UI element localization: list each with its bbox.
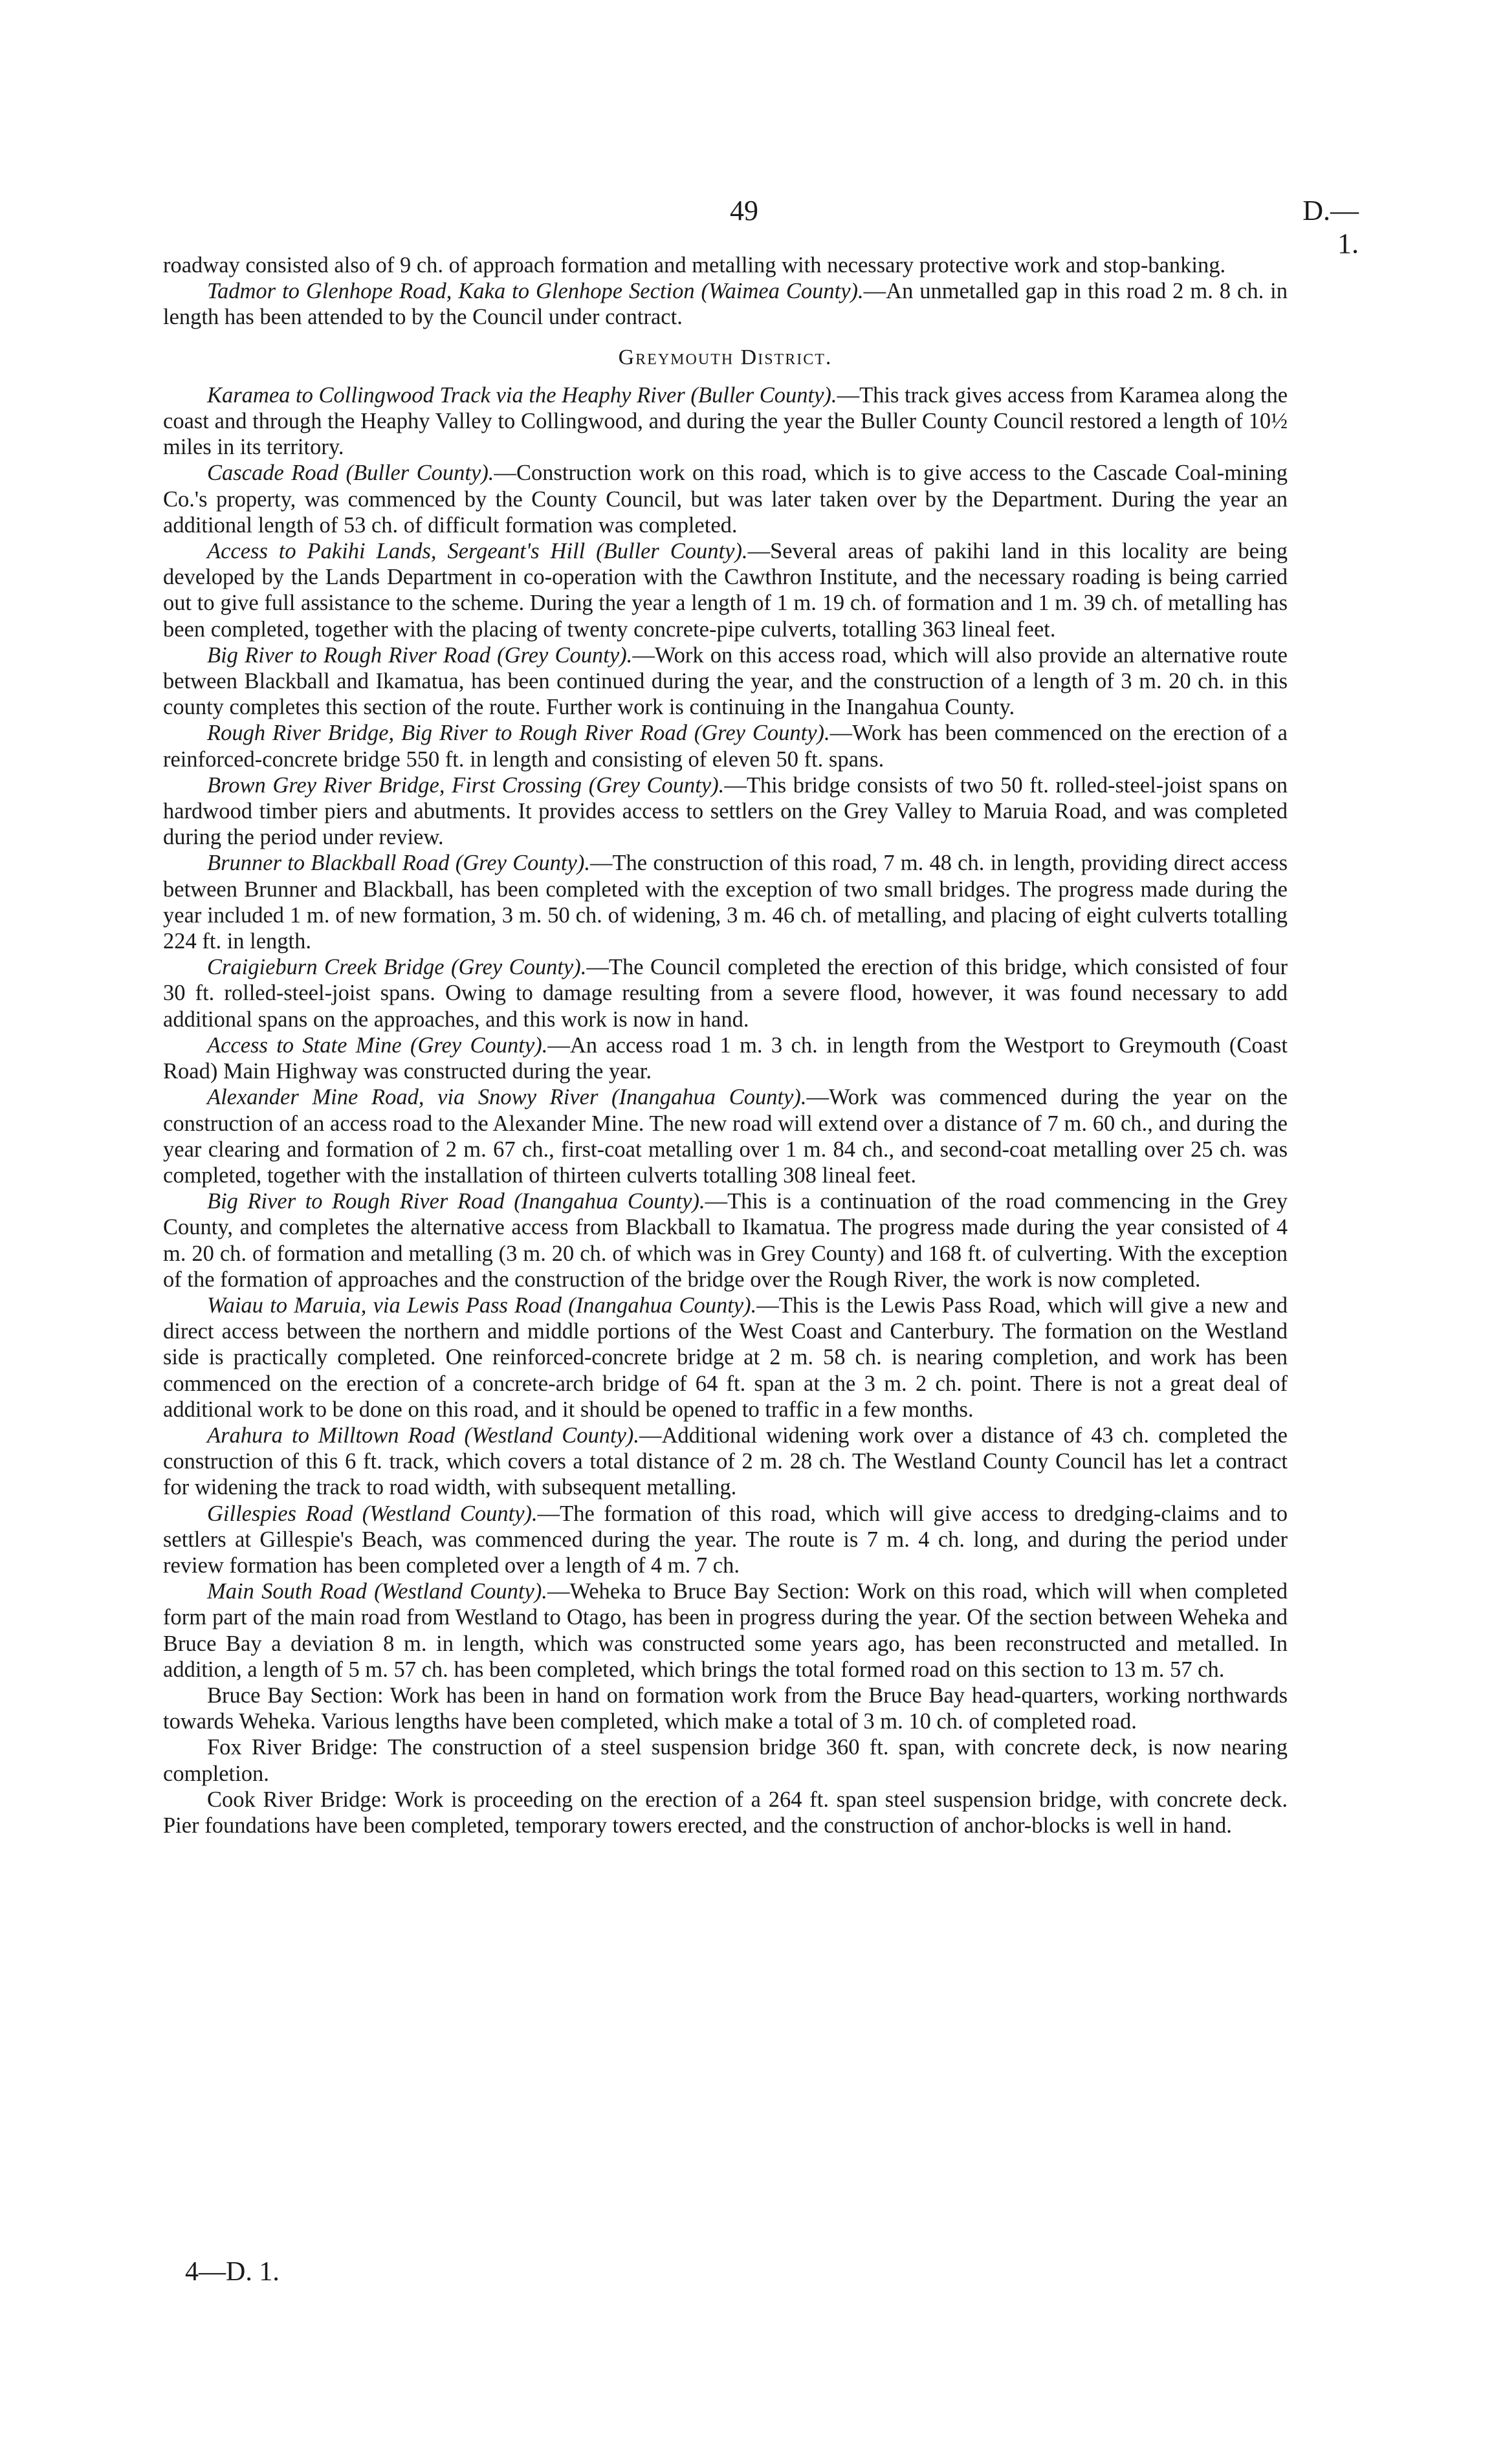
paragraph-tadmor [163,278,1288,330]
paragraph-karamea [163,382,1288,461]
paragraph-title: Rough River Bridge, Big River to Rough River Road (Grey County). [207,721,830,746]
paragraph-text: —Work on this access road, which will also provide an alternative route between Blackball and Ikamatua, has been continued during the year, and the construction of a length of 3 m. 20 ch. in this county completes this section of the route. Further work is continuing in the Inangahua County. [163,642,1288,720]
paragraph-text: roadway consisted also of 9 ch. of approach formation and metalling with necessary protective work and stop-banking. [163,253,1226,278]
district-heading: Greymouth District. [618,345,833,369]
paragraph-text: —An access road 1 m. 3 ch. in length from the Westport to Greymouth (Coast Road) Main Highway was constructed during the year. [163,1032,1288,1084]
paragraph-arahura [163,1423,1288,1501]
paragraph-brown-grey-bridge [163,772,1288,851]
paragraph-text: —Several areas of pakihi land in this locality are being developed by the Lands Department in co-operation with the Cawthron Institute, and the necessary roading is being carried out to give full assistance to the scheme. During the year a length of 1 m. 19 ch. of formation and 1 m. 39 ch. of metalling has been completed, together with the placing of twenty concrete-pipe culverts, totalling 363 lineal feet. [163,539,1288,642]
paragraph-title: Arahura to Milltown Road (Westland County). [207,1423,640,1448]
continued-paragraph [163,252,1288,278]
paragraph-alexander-mine [163,1084,1288,1188]
paragraph-main-south-road [163,1578,1288,1683]
paragraph-text: —Work has been commenced on the erection of a reinforced-concrete bridge 550 ft. in length and consisting of eleven 50 ft. spans. [163,721,1288,772]
paragraph-title: Access to Pakihi Lands, Sergeant's Hill (Buller County). [207,539,748,564]
paragraph-text: —An unmetalled gap in this road 2 m. 8 ch. in length has been attended to by the Council under contract. [163,279,1288,330]
paragraph-gillespies [163,1501,1288,1579]
paragraph-title: Big River to Rough River Road (Grey County). [207,642,633,668]
paragraph-text: —This track gives access from Karamea along the coast and through the Heaphy Valley to Collingwood, and during the year the Buller County Council restored a length of 10½ miles in its territory. [163,382,1288,460]
paragraph-bruce-bay [163,1683,1288,1734]
paragraph-text: —This bridge consists of two 50 ft. rolled-steel-joist spans on hardwood timber piers and abutments. It provides access to settlers on the Grey Valley to Maruia Road, and was completed during the period under review. [163,772,1288,850]
paragraph-title: Gillespies Road (Westland County). [207,1501,538,1526]
paragraph-title: Access to State Mine (Grey County). [207,1032,548,1058]
paragraph-text: Fox River Bridge: The construction of a steel suspension bridge 360 ft. span, with concrete deck, is now nearing completion. [163,1735,1288,1786]
paragraph-cascade [163,460,1288,538]
paragraph-title: Karamea to Collingwood Track via the Heaphy River (Buller County). [207,382,837,408]
paragraph-big-river-grey [163,642,1288,721]
paragraph-text: —Construction work on this road, which is to give access to the Cascade Coal-mining Co.'s property, was commenced by the County Council, but was later taken over by the Department. During the year an additional length of 53 ch. of difficult formation was completed. [163,461,1288,538]
paragraph-rough-river-bridge [163,720,1288,772]
paragraph-title: Alexander Mine Road, via Snowy River (Inangahua County). [207,1085,807,1110]
paragraph-title: Tadmor to Glenhope Road, Kaka to Glenhope Section (Waimea County). [207,279,864,304]
paragraph-title: Main South Road (Westland County). [207,1579,547,1604]
paragraph-craigieburn [163,954,1288,1032]
paragraph-text: —Work was commenced during the year on the construction of an access road to the Alexander Mine. The new road will extend over a distance of 7 m. 60 ch., and during the year clearing and formation of 2 m. 67 ch., first-coat metalling over 1 m. 84 ch., and second-coat metalling over 25 ch. was completed, together with the installation of thirteen culverts totalling 308 lineal feet. [163,1085,1288,1188]
paragraph-text: —Additional widening work over a distance of 43 ch. completed the construction of this 6 ft. track, which covers a total distance of 2 m. 28 ch. The Westland County Council has let a contract for widening the track to road width, with subsequent metalling. [163,1423,1288,1500]
document-reference: D.—1. [1302,195,1359,259]
paragraph-state-mine [163,1032,1288,1084]
paragraph-text: —The formation of this road, which will give access to dredging-claims and to settlers at Gillespie's Beach, was commenced during the year. The route is 7 m. 4 ch. long, and during the period under review formation has been completed over a length of 4 m. 7 ch. [163,1501,1288,1578]
paragraph-title: Brunner to Blackball Road (Grey County). [207,851,590,876]
paragraph-text: —This is a continuation of the road commencing in the Grey County, and completes the alternative access from Blackball to Ikamatua. The progress made during the year consisted of 4 m. 20 ch. of formation and metalling (3 m. 20 ch. of which was in Grey County) and 168 ft. of culverting. With the exception of the formation of approaches and the construction of the bridge over the Rough River, the work is now completed. [163,1189,1288,1292]
paragraph-text: —The construction of this road, 7 m. 48 ch. in length, providing direct access between Brunner and Blackball, has been completed with the exception of two small bridges. The progress made during the year included 1 m. of new formation, 3 m. 50 ch. of widening, 3 m. 46 ch. of metalling, and placing of eight culverts totalling 224 ft. in length. [163,851,1288,954]
paragraph-text: —The Council completed the erection of this bridge, which consisted of four 30 ft. rolled-steel-joist spans. Owing to damage resulting from a severe flood, however, it was found necessary to add additional spans on the approaches, and this work is now in hand. [163,955,1288,1032]
paragraph-text: —Weheka to Bruce Bay Section: Work on this road, which will when completed form part of the main road from Westland to Otago, has been in progress during the year. Of the section between Weheka and Bruce Bay a deviation 8 m. in length, which was constructed some years ago, has been reconstructed and metalled. In addition, a length of 5 m. 57 ch. has been completed, which brings the total formed road on this section to 13 m. 57 ch. [163,1579,1288,1682]
document-body [163,252,1288,1838]
page-number: 49 [730,195,758,226]
paragraph-big-river-inangahua [163,1188,1288,1292]
paragraph-title: Waiau to Maruia, via Lewis Pass Road (Inangahua County). [207,1292,757,1318]
paragraph-cook-river [163,1787,1288,1838]
paragraph-title: Cascade Road (Buller County). [207,461,494,486]
paragraph-brunner-blackball [163,850,1288,954]
paragraph-pakihi [163,538,1288,642]
paragraph-text: —This is the Lewis Pass Road, which will give a new and direct access between the northern and middle portions of the West Coast and Canterbury. The formation on the Westland side is practically completed. One reinforced-concrete bridge at 2 m. 58 ch. is nearing completion, and work has been commenced on the erection of a concrete-arch bridge of 64 ft. span at the 3 m. 2 ch. point. There is not a great deal of additional work to be done on this road, and it should be opened to traffic in a few months. [163,1292,1288,1422]
signature-mark: 4—D. 1. [185,2257,280,2287]
paragraph-text: Cook River Bridge: Work is proceeding on the erection of a 264 ft. span steel suspension bridge, with concrete deck. Pier foundations have been completed, temporary towers erected, and the construction of anchor-blocks is well in hand. [163,1787,1288,1838]
paragraph-fox-river [163,1734,1288,1786]
paragraph-title: Craigieburn Creek Bridge (Grey County). [207,955,587,980]
paragraph-text: Bruce Bay Section: Work has been in hand on formation work from the Bruce Bay head-quarters, working northwards towards Weheka. Various lengths have been completed, which make a total of 3 m. 10 ch. of completed road. [163,1683,1288,1734]
paragraph-title: Big River to Rough River Road (Inangahua County). [207,1189,705,1214]
paragraph-title: Brown Grey River Bridge, First Crossing (Grey County). [207,772,725,798]
paragraph-waiau-maruia [163,1292,1288,1423]
